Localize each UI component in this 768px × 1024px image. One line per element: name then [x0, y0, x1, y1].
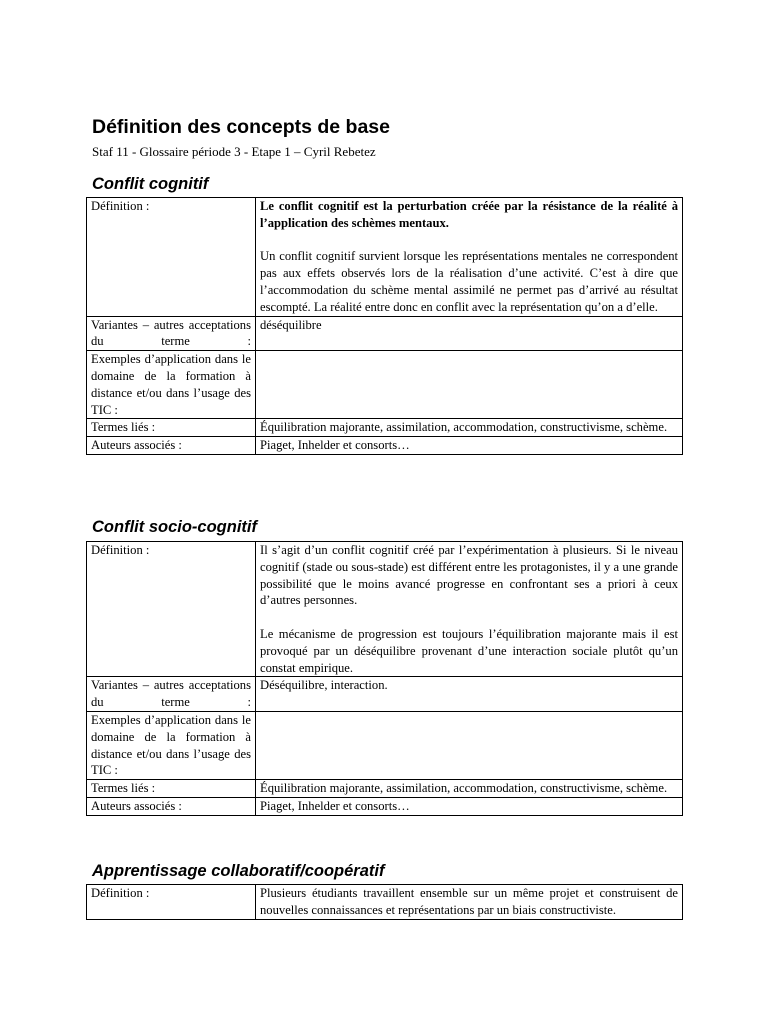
row-label-text: Variantes – autres acceptations du terme :	[91, 317, 251, 349]
row-label	[87, 677, 256, 712]
table-row-definition	[87, 885, 683, 920]
row-value	[256, 542, 683, 677]
table-row-definition	[87, 198, 683, 317]
definition-paragraph: Le mécanisme de progression est toujours l’équilibration majorante mais il est provoqué par un déséquilibre provenant d’une interaction sociale plutôt qu’un constat empirique.	[260, 626, 678, 675]
row-label: Auteurs associés :	[87, 797, 256, 815]
row-label: Définition :	[87, 885, 256, 920]
row-label: Définition :	[87, 542, 256, 677]
definition-paragraph: Il s’agit d’un conflit cognitif créé par l’expérimentation à plusieurs. Si le niveau cognitif (stade ou sous-stade) est différent entre les protagonistes, il y a une grande possibilité que le moins avancé progresse en confrontant ses a priori à ceux d’autres personnes.	[260, 543, 678, 608]
section-heading-apprentissage-collaboratif: Apprentissage collaboratif/coopératif	[92, 862, 385, 880]
section-heading-conflit-socio-cognitif: Conflit socio-cognitif	[92, 518, 257, 536]
row-label-text: Variantes – autres acceptations du terme :	[91, 678, 251, 710]
table-row-auteurs	[87, 437, 683, 455]
glossary-table-conflit-socio-cognitif	[86, 541, 683, 816]
table-row-exemples	[87, 711, 683, 779]
row-label: Définition :	[87, 198, 256, 317]
row-value: Équilibration majorante, assimilation, accommodation, constructivisme, schème.	[256, 780, 683, 798]
row-label: Termes liés :	[87, 419, 256, 437]
table-row-auteurs	[87, 797, 683, 815]
row-value	[256, 351, 683, 419]
row-value: déséquilibre	[256, 316, 683, 351]
row-value: Équilibration majorante, assimilation, accommodation, constructivisme, schème.	[256, 419, 683, 437]
row-value: Déséquilibre, interaction.	[256, 677, 683, 712]
row-value: Piaget, Inhelder et consorts…	[256, 797, 683, 815]
definition-summary: Le conflit cognitif est la perturbation créée par la résistance de la réalité à l’application des schèmes mentaux.	[260, 199, 678, 230]
row-label: Exemples d’application dans le domaine de la formation à distance et/ou dans l’usage des TIC :	[87, 351, 256, 419]
document-title: Définition des concepts de base	[92, 116, 390, 138]
section-heading-conflit-cognitif: Conflit cognitif	[92, 175, 209, 193]
row-label: Termes liés :	[87, 780, 256, 798]
table-row-variantes	[87, 316, 683, 351]
table-row-termes-lies	[87, 419, 683, 437]
row-value	[256, 198, 683, 317]
row-label	[87, 316, 256, 351]
table-row-exemples	[87, 351, 683, 419]
definition-paragraph: Un conflit cognitif survient lorsque les représentations mentales ne correspondent pas aux effets observés lors de la réalisation d’une activité. C’est à dire que l’accommodation du schème mental assimilé ne permet pas d’arrivé au résultat escompté. La réalité entre donc en conflit avec la représentation qu’on a d’elle.	[260, 249, 678, 314]
row-label: Auteurs associés :	[87, 437, 256, 455]
document-subtitle: Staf 11 - Glossaire période 3 - Etape 1 – Cyril Rebetez	[92, 144, 376, 159]
row-value	[256, 711, 683, 779]
row-label: Exemples d’application dans le domaine de la formation à distance et/ou dans l’usage des TIC :	[87, 711, 256, 779]
glossary-table-conflit-cognitif	[86, 197, 683, 455]
table-row-definition	[87, 542, 683, 677]
table-row-termes-lies	[87, 780, 683, 798]
glossary-table-apprentissage-collaboratif	[86, 884, 683, 920]
table-row-variantes	[87, 677, 683, 712]
row-value: Plusieurs étudiants travaillent ensemble sur un même projet et construisent de nouvelles connaissances et représentations par un biais constructiviste.	[256, 885, 683, 920]
row-value: Piaget, Inhelder et consorts…	[256, 437, 683, 455]
